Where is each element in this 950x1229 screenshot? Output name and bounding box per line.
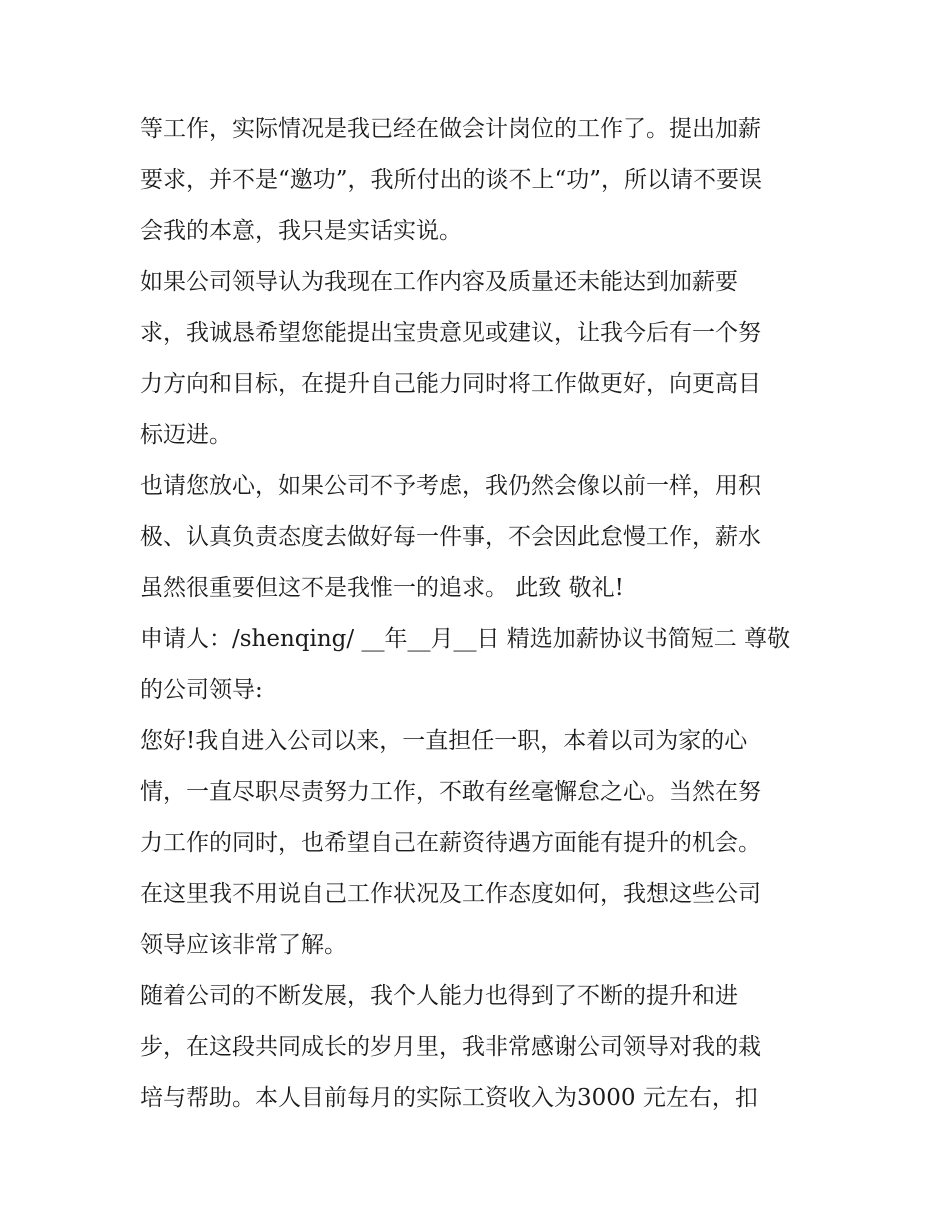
text-line: 要求，并不是“邀功”，我所付出的谈不上“功”，所以请不要误 bbox=[140, 167, 763, 193]
document-body bbox=[140, 104, 812, 1124]
text-line: 培与帮助。本人目前每月的实际工资收入为3000 元左右，扣 bbox=[140, 1085, 758, 1111]
text-line: 极、认真负责态度去做好每一件事，不会因此怠慢工作，薪水 bbox=[140, 524, 761, 550]
text-line: 随着公司的不断发展，我个人能力也得到了不断的提升和进 bbox=[140, 983, 738, 1009]
text-line: 的公司领导: bbox=[140, 677, 263, 703]
paragraph-greeting bbox=[140, 716, 812, 971]
text-line: 力方向和目标，在提升自己能力同时将工作做更好，向更高目 bbox=[140, 371, 761, 397]
text-line: 等工作，实际情况是我已经在做会计岗位的工作了。提出加薪 bbox=[140, 116, 761, 142]
paragraph-request-feedback bbox=[140, 257, 812, 461]
paragraph-work-status bbox=[140, 104, 812, 257]
paragraph-signature-and-heading bbox=[140, 614, 812, 716]
paragraph-closing bbox=[140, 461, 812, 614]
text-line: 力工作的同时，也希望自己在薪资待遇方面能有提升的机会。 bbox=[140, 830, 761, 856]
text-line: 标迈进。 bbox=[140, 422, 232, 448]
text-line: 步，在这段共同成长的岁月里，我非常感谢公司领导对我的栽 bbox=[140, 1034, 761, 1060]
text-line: 申请人：/shenqing/ __年__月__日 精选加薪协议书简短二 尊敬 bbox=[140, 626, 791, 652]
text-line: 如果公司领导认为我现在工作内容及质量还未能达到加薪要 bbox=[140, 269, 738, 295]
text-line: 会我的本意，我只是实话实说。 bbox=[140, 218, 462, 244]
text-line: 领导应该非常了解。 bbox=[140, 932, 347, 958]
text-line: 情，一直尽职尽责努力工作，不敢有丝毫懈怠之心。当然在努 bbox=[140, 779, 761, 805]
paragraph-growth bbox=[140, 971, 812, 1124]
text-line: 虽然很重要但这不是我惟一的追求。 此致 敬礼! bbox=[140, 575, 624, 601]
text-line: 也请您放心，如果公司不予考虑，我仍然会像以前一样，用积 bbox=[140, 473, 761, 499]
text-line: 在这里我不用说自己工作状况及工作态度如何，我想这些公司 bbox=[140, 881, 761, 907]
text-line: 求，我诚恳希望您能提出宝贵意见或建议，让我今后有一个努 bbox=[140, 320, 761, 346]
text-line: 您好!我自进入公司以来，一直担任一职，本着以司为家的心 bbox=[140, 728, 748, 754]
